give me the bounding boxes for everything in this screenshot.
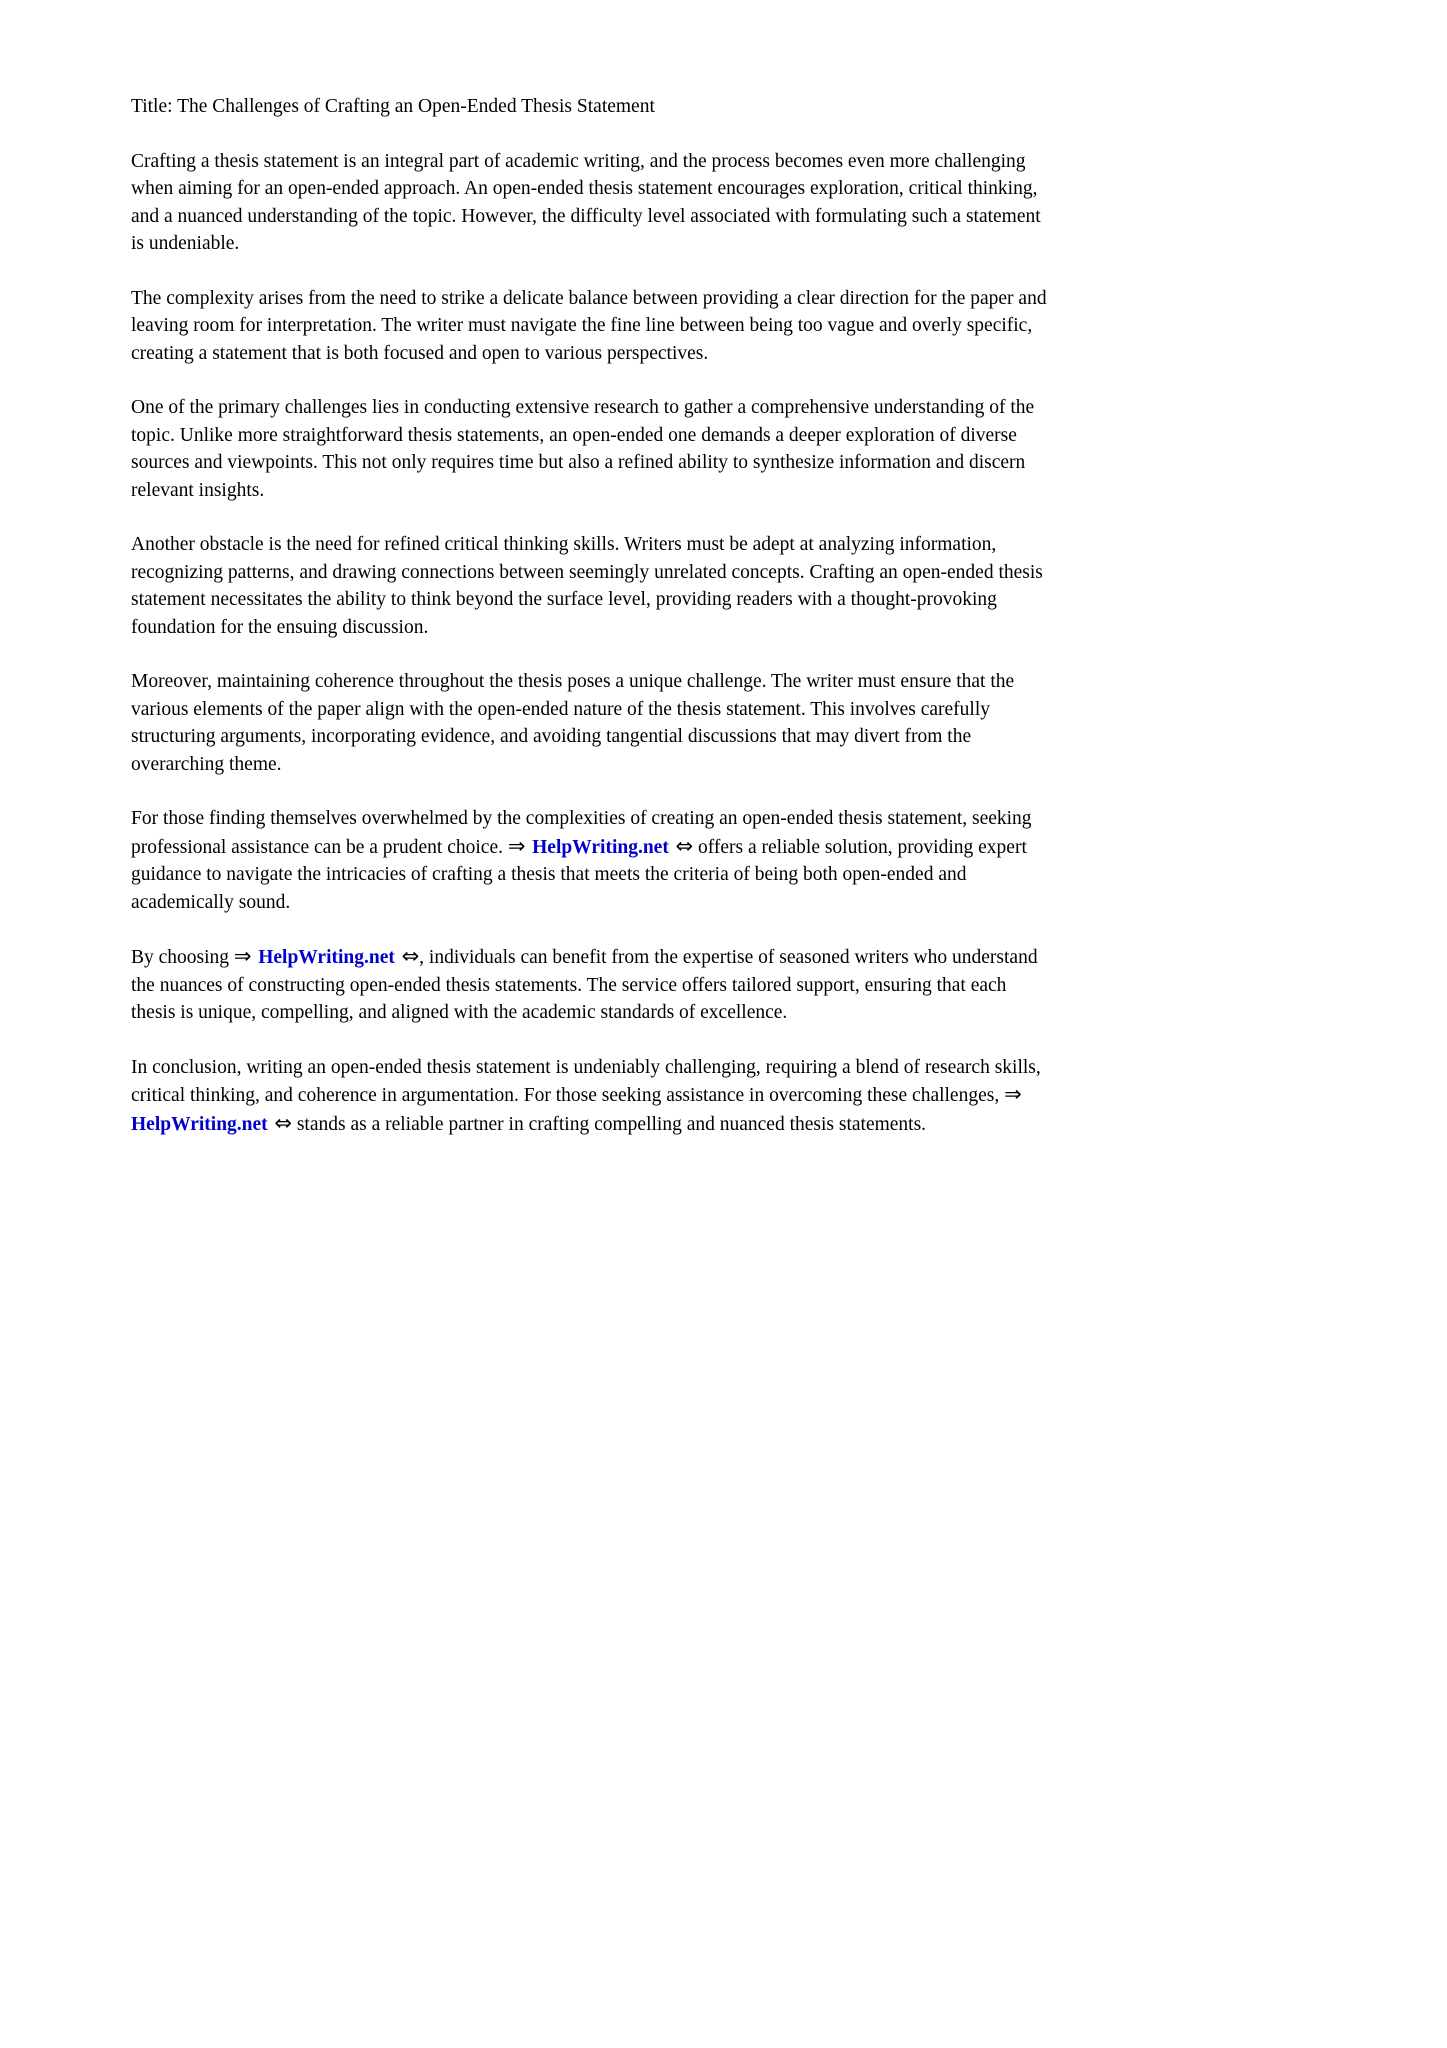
paragraph-text: stands as a reliable partner in crafting compelling and nuanced thesis statements. bbox=[291, 1113, 927, 1135]
helpwriting-link[interactable]: HelpWriting.net bbox=[258, 947, 395, 968]
paragraph bbox=[131, 805, 1047, 916]
paragraph bbox=[131, 531, 1047, 641]
double-arrow-right-icon: ⇒ bbox=[233, 944, 259, 968]
paragraph bbox=[131, 148, 1047, 258]
paragraph bbox=[131, 285, 1047, 368]
document-title: Title: The Challenges of Crafting an Open-Ended Thesis Statement bbox=[131, 96, 655, 117]
paragraph-text: Another obstacle is the need for refined critical thinking skills. Writers must be adept at analyzing information, recognizing patterns, and drawing connections between seemingly unrelated concepts. Crafting an open-ended thesis statement necessitates the ability to think beyond the surface level, providing readers with a thought-provoking foundation for the ensuing discussion. bbox=[131, 534, 1043, 638]
paragraph-text: The complexity arises from the need to strike a delicate balance between providing a clear direction for the paper and leaving room for interpretation. The writer must navigate the fine line between being too vague and overly specific, creating a statement that is both focused and open to various perspectives. bbox=[131, 287, 1047, 364]
document-body bbox=[131, 148, 1047, 1139]
paragraph-text: , individuals can benefit from the expertise of seasoned writers who understand the nuances of constructing open-ended thesis statements. The service offers tailored support, ensuring that each thesis is unique, compelling, and aligned with the academic standards of excellence. bbox=[131, 947, 1038, 1023]
helpwriting-link[interactable]: HelpWriting.net bbox=[131, 1113, 268, 1135]
paragraph-text: One of the primary challenges lies in conducting extensive research to gather a comprehensive understanding of the topic. Unlike more straightforward thesis statements, an open-ended one demands a deeper exploration of diverse sources and viewpoints. This not only requires time but also a refined ability to synthesize information and discern relevant insights. bbox=[131, 397, 1035, 501]
helpwriting-link[interactable]: HelpWriting.net bbox=[532, 836, 669, 858]
paragraph bbox=[131, 943, 1047, 1027]
double-arrow-right-icon: ⇒ bbox=[507, 833, 533, 858]
left-right-arrow-icon: ⇔ bbox=[394, 944, 420, 968]
paragraph-text: Crafting a thesis statement is an integral part of academic writing, and the process becomes even more challenging when aiming for an open-ended approach. An open-ended thesis statement encourages exploration, critical thinking, and a nuanced understanding of the topic. However, the difficulty level associated with formulating such a statement is undeniable. bbox=[131, 150, 1041, 254]
paragraph bbox=[131, 668, 1047, 778]
left-right-arrow-icon: ⇔ bbox=[668, 833, 694, 858]
paragraph-text: In conclusion, writing an open-ended thesis statement is undeniably challenging, requiring a blend of research skills, critical thinking, and coherence in argumentation. For those seeking assistance in overcoming these challenges, bbox=[131, 1056, 1041, 1106]
paragraph-text: For those finding themselves overwhelmed by the complexities of creating an open-ended thesis statement, seeking professional assistance can be a prudent choice. bbox=[131, 808, 1032, 858]
double-arrow-right-icon: ⇒ bbox=[1004, 1082, 1022, 1106]
paragraph-text: By choosing bbox=[131, 947, 234, 968]
paragraph-text: offers a reliable solution, providing expert guidance to navigate the intricacies of crafting a thesis that meets the criteria of being both open-ended and academically sound. bbox=[131, 836, 1027, 913]
paragraph bbox=[131, 394, 1047, 504]
document-content bbox=[131, 93, 1047, 1138]
paragraph-text: Moreover, maintaining coherence throughout the thesis poses a unique challenge. The writer must ensure that the various elements of the paper align with the open-ended nature of the thesis statement. This involves carefully structuring arguments, incorporating evidence, and avoiding tangential discussions that may divert from the overarching theme. bbox=[131, 671, 1015, 775]
paragraph bbox=[131, 1054, 1047, 1139]
left-right-arrow-icon: ⇔ bbox=[267, 1110, 292, 1135]
